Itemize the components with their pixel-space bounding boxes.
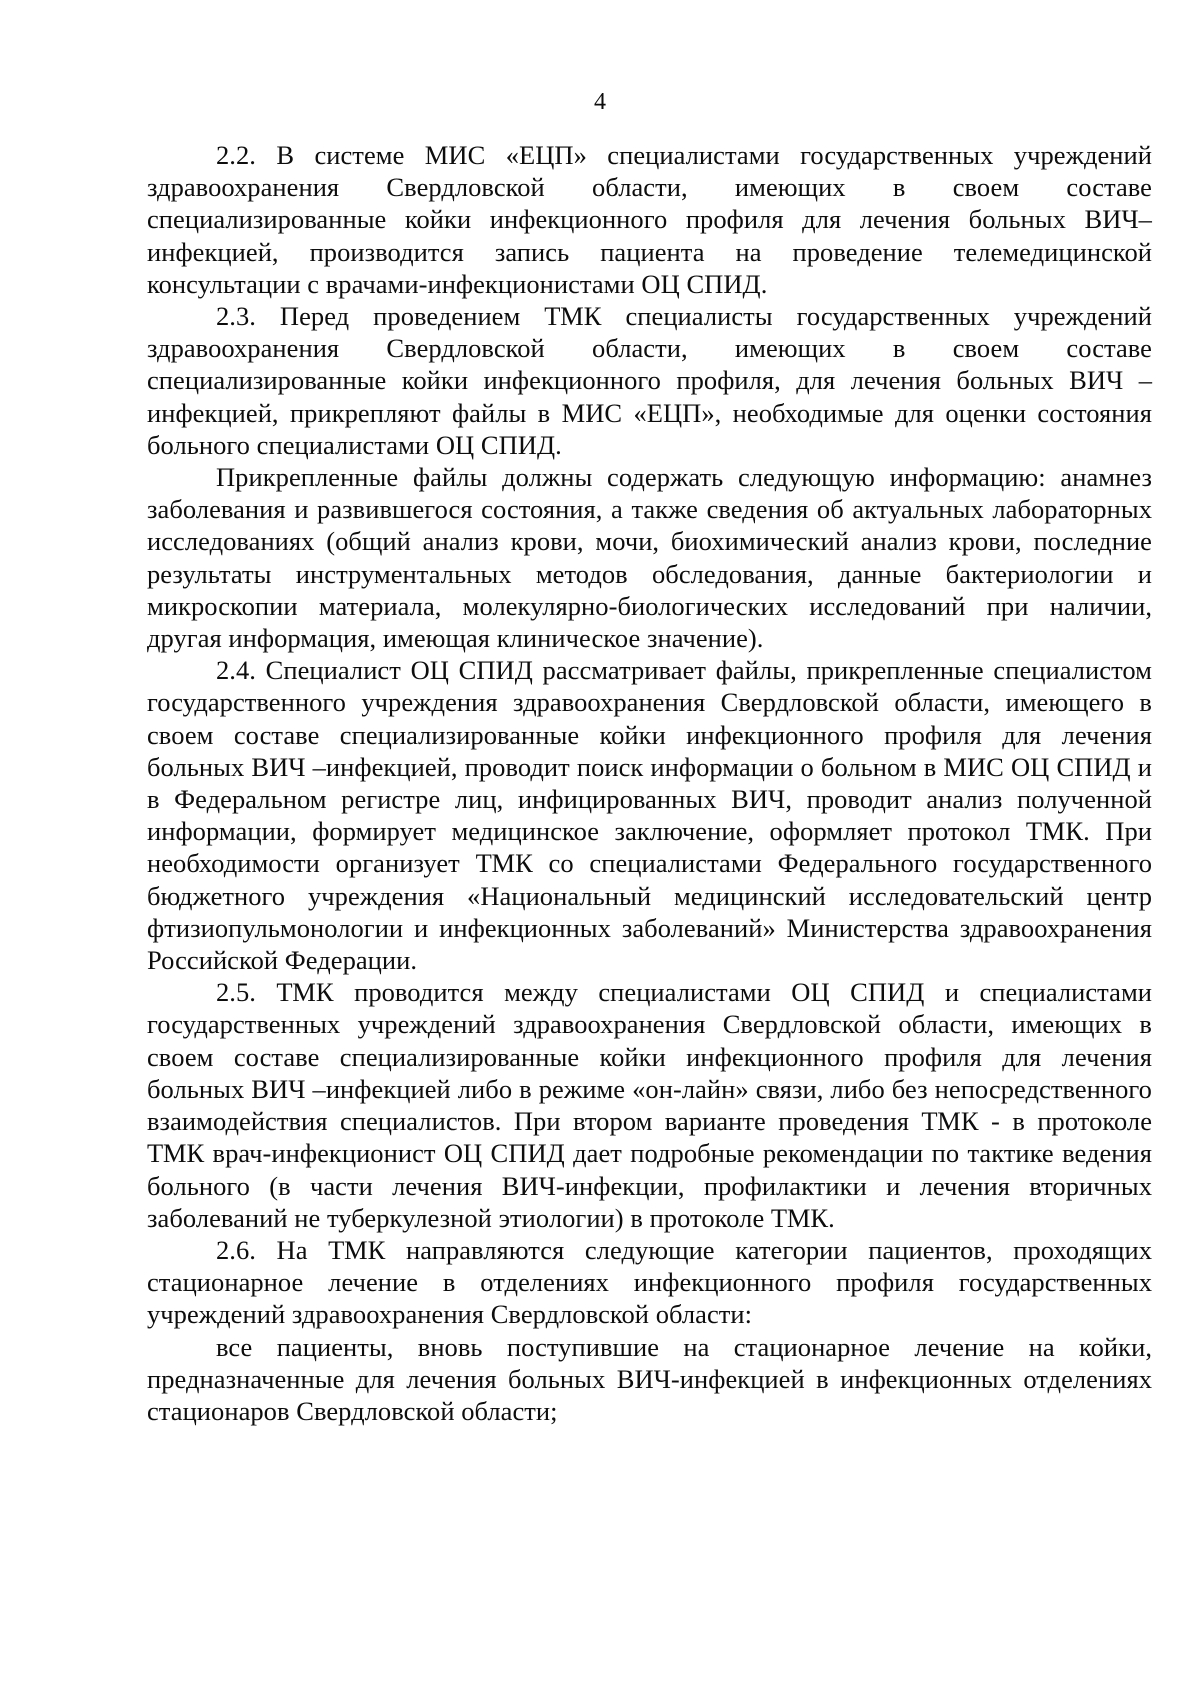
paragraph-all-patients: все пациенты, вновь поступившие на стационарное лечение на койки, предназначенные для лечения больных ВИЧ-инфекцией в инфекционных отделениях стационаров Свердловской области;: [147, 1331, 1152, 1426]
page-number: 4: [594, 89, 606, 115]
paragraph-2-3: 2.3. Перед проведением ТМК специалисты государственных учреждений здравоохранения Свердловской области, имеющих в своем составе специализированные койки инфекционного профиля, для лечения больных ВИЧ –инфекцией, прикрепляют файлы в МИС «ЕЦП», необходимые для оценки состояния больного специалистами ОЦ СПИД.: [147, 301, 1152, 460]
paragraph-2-4: 2.4. Специалист ОЦ СПИД рассматривает файлы, прикрепленные специалистом государственного учреждения здравоохранения Свердловской области, имеющего в своем составе специализированные койки инфекционного профиля для лечения больных ВИЧ –инфекцией, проводит поиск информации о больном в МИС ОЦ СПИД и в Федеральном регистре лиц, инфицированных ВИЧ, проводит анализ полученной информации, формирует медицинское заключение, оформляет протокол ТМК. При необходимости организует ТМК со специалистами Федерального государственного бюджетного учреждения «Национальный медицинский исследовательский центр фтизиопульмонологии и инфекционных заболеваний» Министерства здравоохранения Российской Федерации.: [147, 655, 1152, 976]
document-body: [147, 139, 1152, 1427]
paragraph-2-6: 2.6. На ТМК направляются следующие категории пациентов, проходящих стационарное лечение в отделениях инфекционного профиля государственных учреждений здравоохранения Свердловской области:: [147, 1234, 1152, 1330]
paragraph-2-5: 2.5. ТМК проводится между специалистами ОЦ СПИД и специалистами государственных учреждений здравоохранения Свердловской области, имеющих в своем составе специализированные койки инфекционного профиля для лечения больных ВИЧ –инфекцией либо в режиме «он-лайн» связи, либо без непосредственного взаимодействия специалистов. При втором варианте проведения ТМК - в протоколе ТМК врач-инфекционист ОЦ СПИД дает подробные рекомендации по тактике ведения больного (в части лечения ВИЧ-инфекции, профилактики и лечения вторичных заболеваний не туберкулезной этиологии) в протоколе ТМК.: [147, 977, 1152, 1233]
paragraph-attached-files: Прикрепленные файлы должны содержать следующую информацию: анамнез заболевания и развившегося состояния, а также сведения об актуальных лабораторных исследованиях (общий анализ крови, мочи, биохимический анализ крови, последние результаты инструментальных методов обследования, данные бактериологии и микроскопии материала, молекулярно-биологических исследований при наличии, другая информация, имеющая клиническое значение).: [147, 462, 1152, 654]
paragraph-2-2: 2.2. В системе МИС «ЕЦП» специалистами государственных учреждений здравоохранения Свердловской области, имеющих в своем составе специализированные койки инфекционного профиля для лечения больных ВИЧ–инфекцией, производится запись пациента на проведение телемедицинской консультации с врачами-инфекционистами ОЦ СПИД.: [147, 140, 1152, 299]
